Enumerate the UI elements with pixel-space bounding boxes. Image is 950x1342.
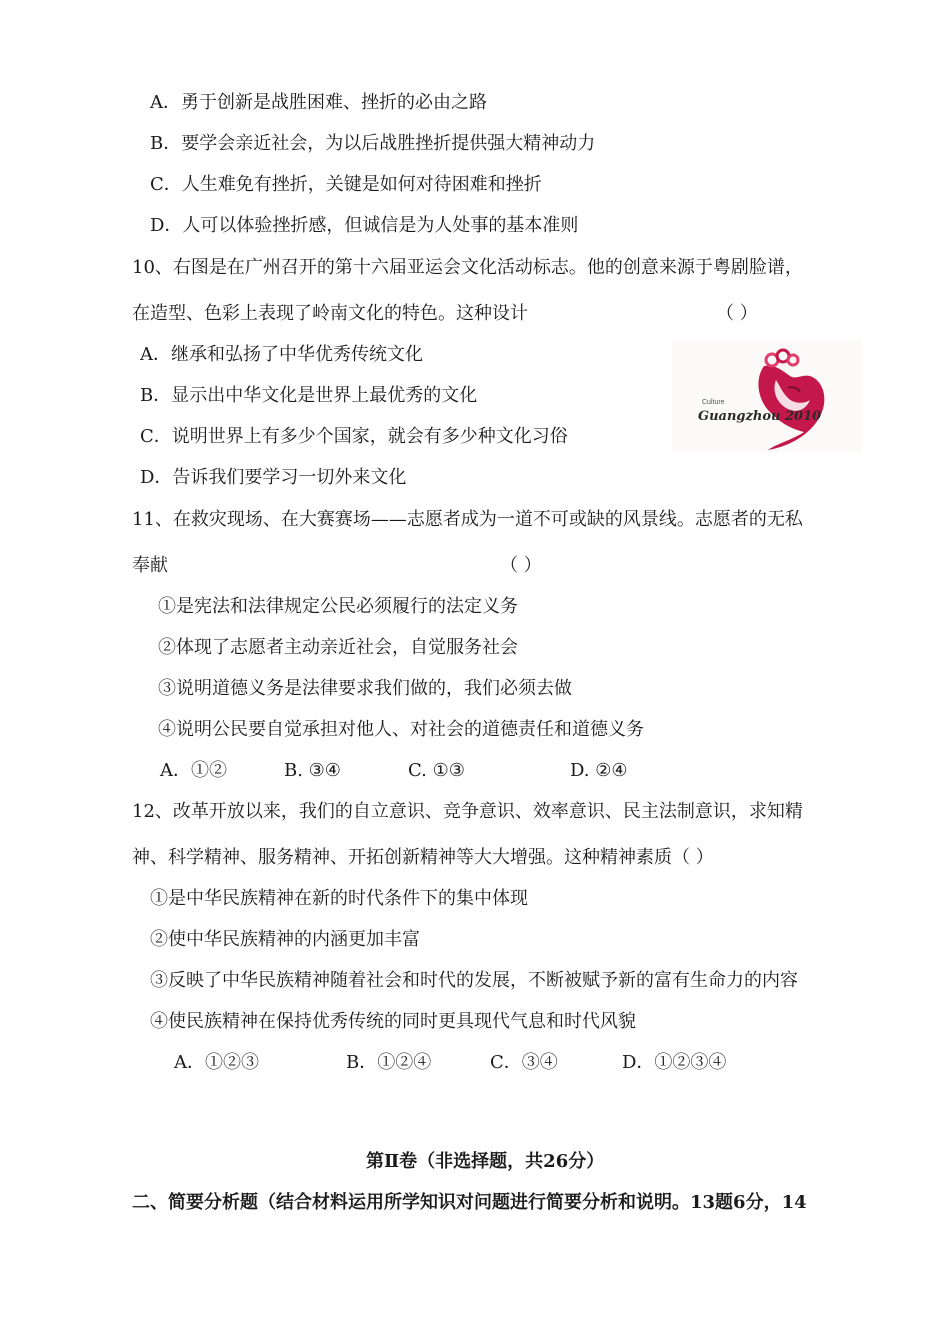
q12-item-1: ①是中华民族精神在新的时代条件下的集中体现 — [150, 888, 528, 909]
part2-title: 第Ⅱ卷（非选择题，共26分） — [366, 1151, 605, 1172]
q10-stem-line1: 10、右图是在广州召开的第十六届亚运会文化活动标志。他的创意来源于粤剧脸谱， — [132, 257, 803, 278]
q11-choice-a: A．①② — [160, 760, 227, 781]
q12-stem-line1: 12、改革开放以来，我们的自立意识、竞争意识、效率意识、民主法制意识，求知精 — [132, 801, 803, 822]
q9-option-b: B．要学会亲近社会，为以后战胜挫折提供强大精神动力 — [150, 133, 596, 154]
opera-mask-icon — [672, 340, 862, 452]
q11-item-2: ②体现了志愿者主动亲近社会，自觉服务社会 — [158, 637, 518, 658]
q12-choice-d: D．①②③④ — [622, 1052, 727, 1073]
q10-option-a: A．继承和弘扬了中华优秀传统文化 — [140, 344, 423, 365]
q12-item-2: ②使中华民族精神的内涵更加丰富 — [150, 929, 420, 950]
q11-choice-b: B. ③④ — [284, 760, 341, 781]
q10-option-c: C．说明世界上有多少个国家，就会有多少种文化习俗 — [140, 426, 568, 447]
logo-text-main: Guangzhou 2010 — [698, 409, 822, 424]
q11-choice-c: C. ①③ — [408, 760, 465, 781]
q12-choices — [0, 1051, 950, 1075]
q12-stem-line2: 神、科学精神、服务精神、开拓创新精神等大大增强。这种精神素质（ ） — [132, 847, 714, 868]
q12-choice-c: C．③④ — [490, 1052, 558, 1073]
q9-option-c: C．人生难免有挫折，关键是如何对待困难和挫折 — [150, 174, 542, 195]
q11-item-3: ③说明道德义务是法律要求我们做的，我们必须去做 — [158, 678, 572, 699]
q12-choice-a: A．①②③ — [174, 1052, 259, 1073]
q10-answer-paren: （ ） — [716, 303, 758, 324]
q11-item-1: ①是宪法和法律规定公民必须履行的法定义务 — [158, 596, 518, 617]
logo-text-small: Culture — [702, 399, 725, 406]
q9-option-d: D．人可以体验挫折感，但诚信是为人处事的基本准则 — [150, 215, 579, 236]
asian-games-culture-logo — [672, 340, 862, 452]
part2-heading: 二、简要分析题（结合材料运用所学知识对问题进行简要分析和说明。13题6分，14 — [132, 1192, 807, 1213]
q11-item-4: ④说明公民要自觉承担对他人、对社会的道德责任和道德义务 — [158, 719, 644, 740]
q10-stem-line2: 在造型、色彩上表现了岭南文化的特色。这种设计 — [132, 303, 528, 324]
q12-item-4: ④使民族精神在保持优秀传统的同时更具现代气息和时代风貌 — [150, 1011, 636, 1032]
q12-item-3: ③反映了中华民族精神随着社会和时代的发展，不断被赋予新的富有生命力的内容 — [150, 970, 798, 991]
q11-choice-d: D. ②④ — [570, 760, 628, 781]
q9-option-a: A．勇于创新是战胜困难、挫折的必由之路 — [150, 92, 487, 113]
q11-stem-line2: 奉献 — [132, 555, 168, 576]
q11-choices — [0, 759, 950, 783]
q10-option-b: B．显示出中华文化是世界上最优秀的文化 — [140, 385, 478, 406]
q10-option-d: D．告诉我们要学习一切外来文化 — [140, 467, 407, 488]
q11-stem-line1: 11、在救灾现场、在大赛赛场——志愿者成为一道不可或缺的风景线。志愿者的无私 — [132, 509, 803, 530]
q12-choice-b: B．①②④ — [346, 1052, 432, 1073]
q11-answer-paren: （ ） — [500, 555, 542, 576]
